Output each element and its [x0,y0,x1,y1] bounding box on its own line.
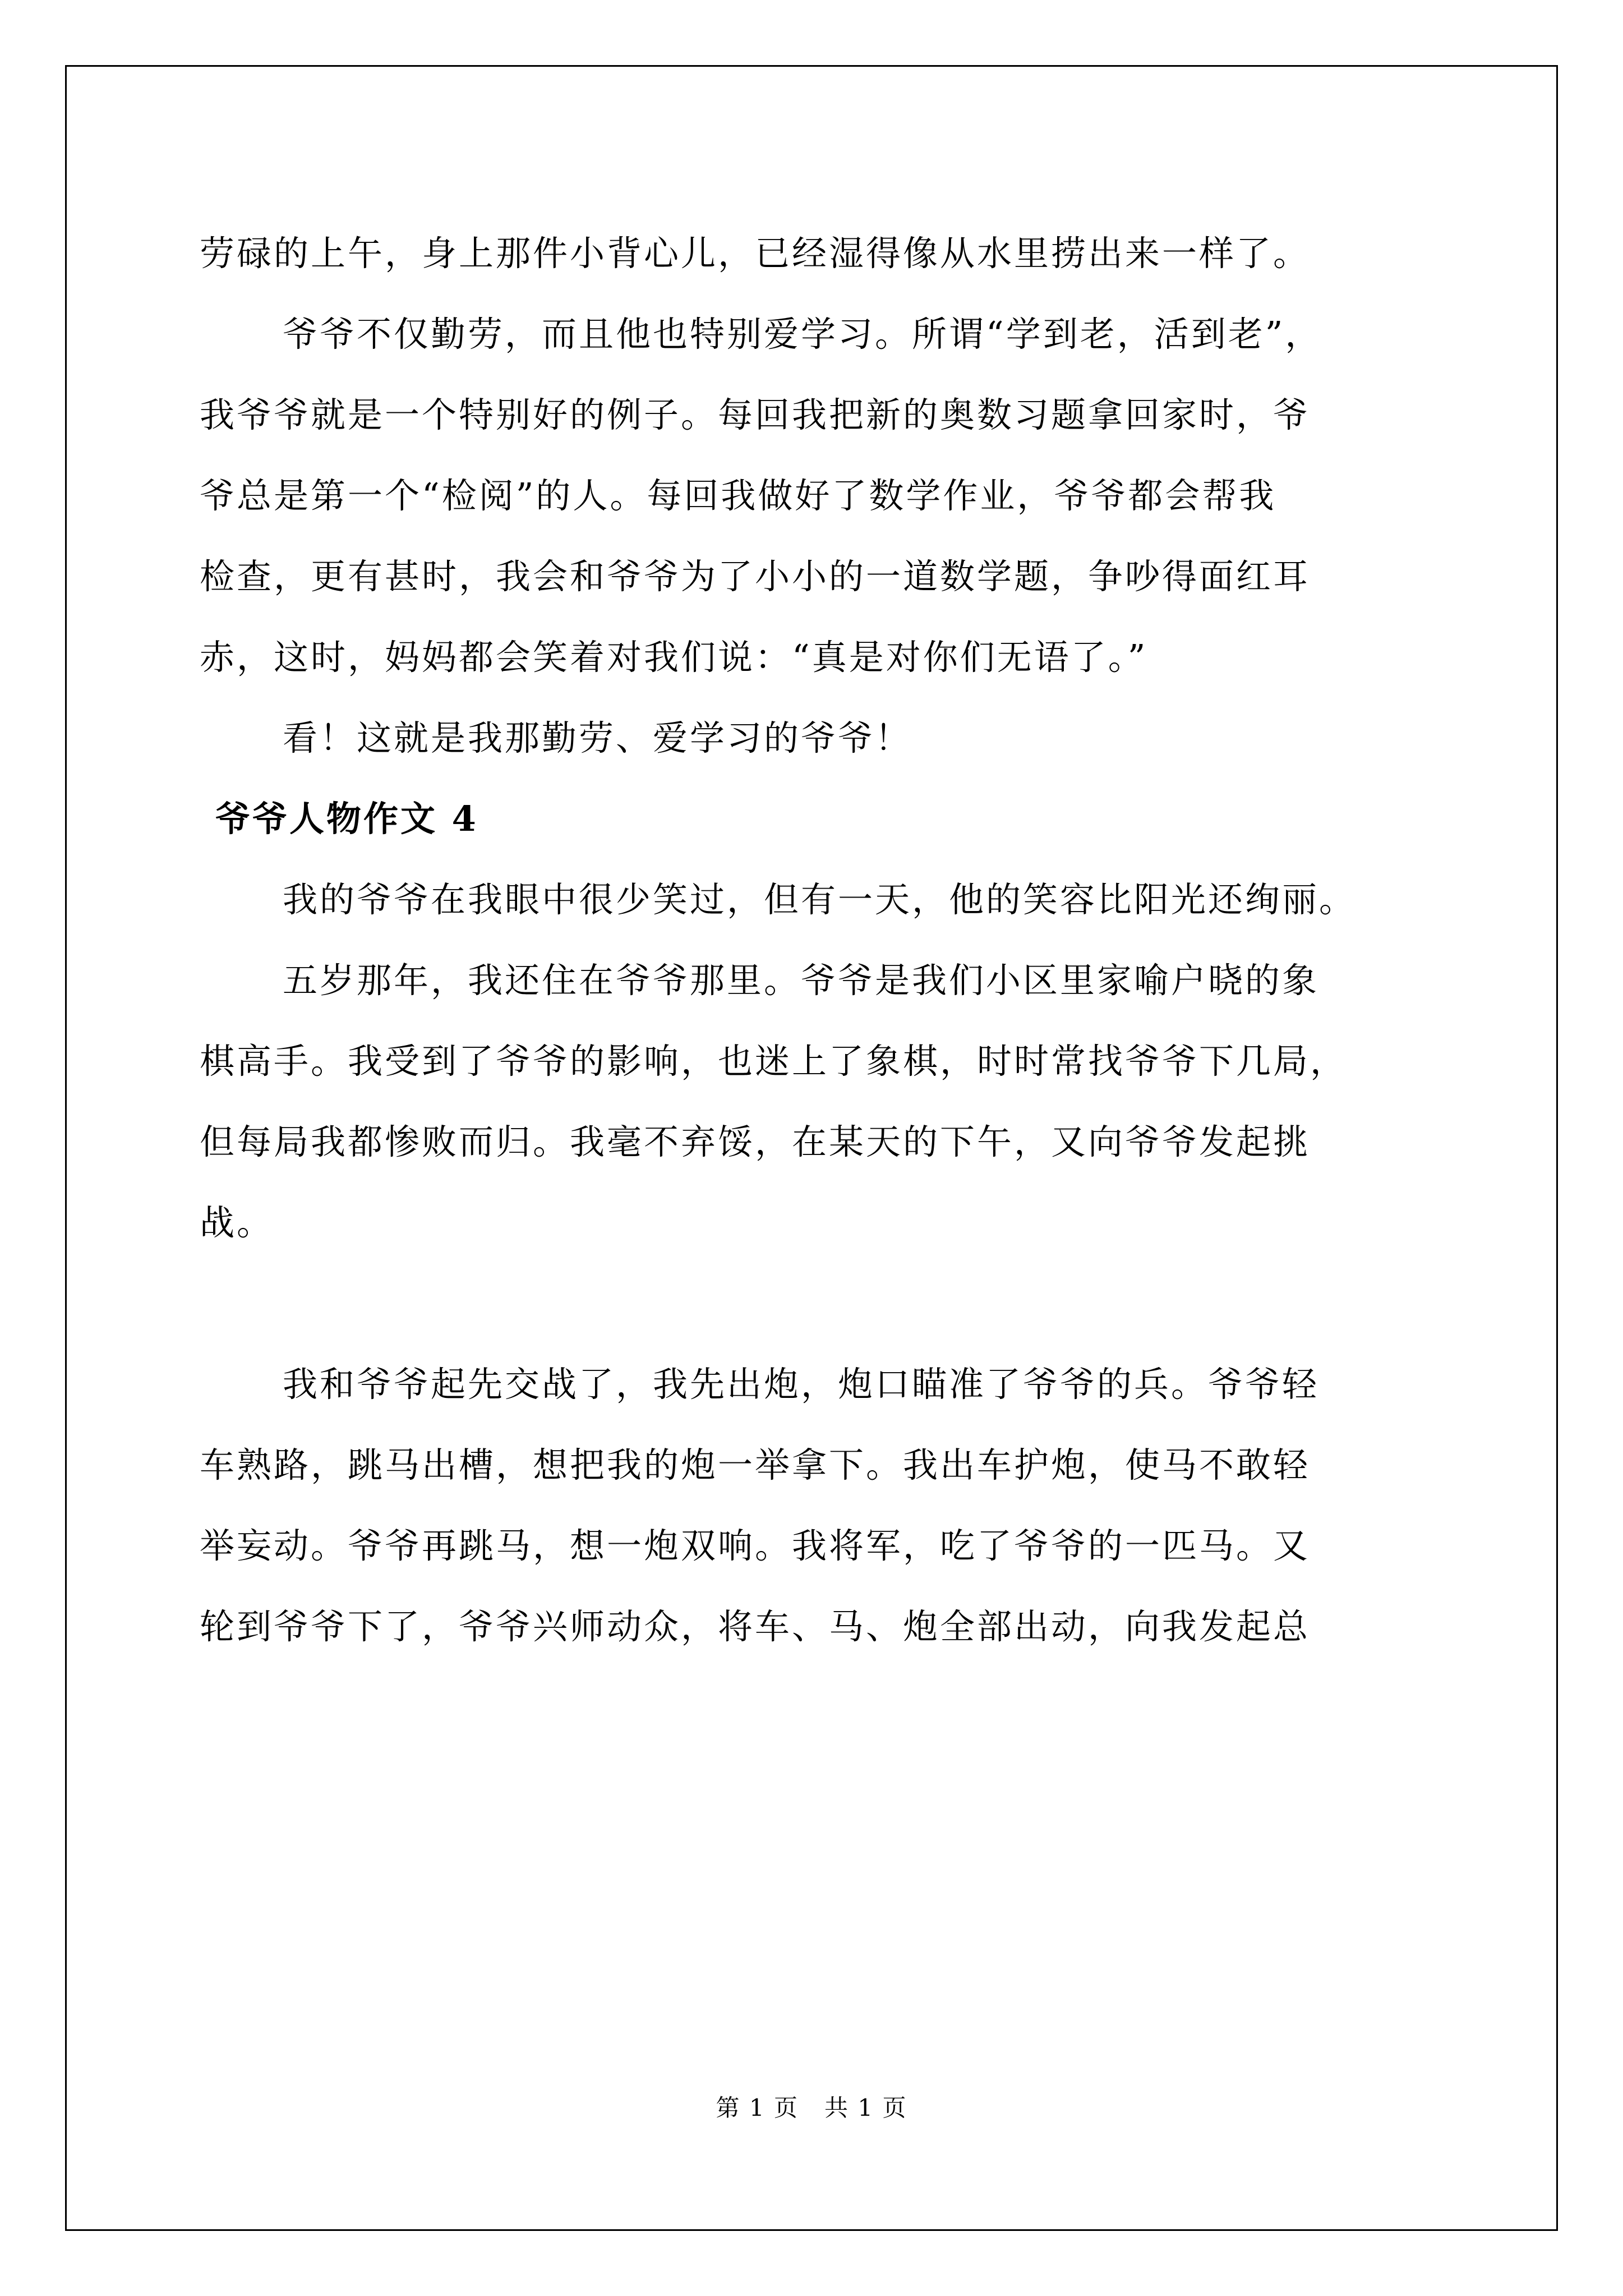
text-line: 但每局我都惨败而归。我毫不弃馁，在某天的下午，又向爷爷发起挑 [200,1121,1311,1162]
text-line: 车熟路，跳马出槽，想把我的炮一举拿下。我出车护炮，使马不敢轻 [200,1444,1311,1485]
page-footer: 第 1 页 共 1 页 [716,2094,907,2122]
document-body [200,213,1433,1667]
text-line: 我爷爷就是一个特别好的例子。每回我把新的奥数习题拿回家时，爷 [200,394,1311,435]
text-line: 棋高手。我受到了爷爷的影响，也迷上了象棋，时时常找爷爷下几局， [200,1041,1348,1082]
text-line: 检查，更有甚时，我会和爷爷为了小小的一道数学题，争吵得面红耳 [200,556,1311,597]
text-line: 五岁那年，我还住在爷爷那里。爷爷是我们小区里家喻户晓的象 [283,960,1320,1001]
paragraph-2 [200,294,1433,698]
text-line: 轮到爷爷下了，爷爷兴师动众，将车、马、炮全部出动，向我发起总 [200,1606,1311,1647]
text-line: 看！这就是我那勤劳、爱学习的爷爷！ [283,717,912,758]
paragraph-1 [200,213,1433,294]
text-line: 劳碌的上午，身上那件小背心儿，已经湿得像从水里捞出来一样了。 [200,233,1311,274]
paragraph-3 [200,698,1433,779]
paragraph-spacer [200,1263,1433,1344]
paragraph-5 [200,940,1433,1263]
text-line: 战。 [200,1202,274,1243]
text-line: 举妄动。爷爷再跳马，想一炮双响。我将军，吃了爷爷的一匹马。又 [200,1525,1311,1566]
paragraph-6 [200,1344,1433,1667]
text-line: 我的爷爷在我眼中很少笑过，但有一天，他的笑容比阳光还绚丽。 [283,879,1357,920]
section-heading: 爷爷人物作文 4 [215,798,478,839]
text-line: 赤，这时，妈妈都会笑着对我们说：“真是对你们无语了。” [200,637,1148,678]
paragraph-4 [200,859,1433,940]
text-line: 爷总是第一个“检阅”的人。每回我做好了数学作业，爷爷都会帮我 [200,475,1276,516]
text-line: 爷爷不仅勤劳，而且他也特别爱学习。所谓“学到老，活到老”， [283,314,1322,355]
text-line: 我和爷爷起先交战了，我先出炮，炮口瞄准了爷爷的兵。爷爷轻 [283,1364,1320,1405]
